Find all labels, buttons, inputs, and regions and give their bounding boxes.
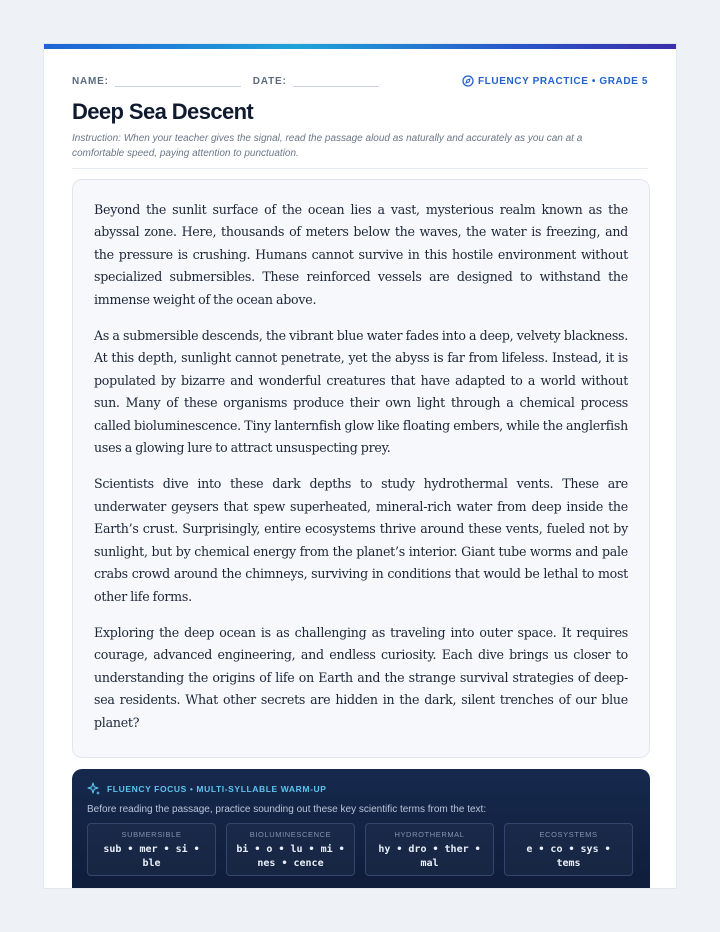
passage-paragraph: Scientists dive into these dark depths to study hydrothermal vents. These are underwater geysers that spew superheated, mineral-rich water from deep inside the Earth’s crust. Surprisingly, entire ecosystems thrive around these vents, fueled not by sunlight, but by chemical energy from the planet’s interior. Giant tube worms and pale crabs crowd around the chimneys, surviving in conditions that would be lethal to most other life forms. [94,476,628,604]
fluency-focus-panel [72,769,650,889]
term-card [226,823,355,876]
name-field [72,76,241,87]
term-label: ECOSYSTEMS [539,830,598,839]
divider [72,168,648,169]
name-label: NAME: [72,75,109,87]
instruction-text: Instruction: When your teacher gives the signal, read the passage aloud as naturally and accurately as you can at a comfortable speed, paying attention to punctuation. [72,133,583,159]
date-label: DATE: [252,75,287,87]
practice-badge [462,75,648,87]
term-label: SUBMERSIBLE [121,830,182,839]
term-syllables: sub • mer • si • ble [103,844,200,869]
date-line [293,76,379,87]
passage-paragraph: Beyond the sunlit surface of the ocean lies a vast, mysterious realm known as the abyssal zone. Here, thousands of meters below the waves, the water is freezing, and the pressure is crushing. Humans cannot survive in this hostile environment without specialized submersibles. These reinforced vessels are designed to withstand the immense weight of the ocean above. [94,202,628,307]
focus-intro: Before reading the passage, practice sounding out these key scientific terms from the text: [87,804,487,815]
term-card [365,823,494,876]
header-row [72,74,648,88]
compass-icon [462,75,474,87]
badge-text: FLUENCY PRACTICE • GRADE 5 [477,75,648,87]
term-syllables: hy • dro • ther • mal [378,844,481,869]
top-accent-bar [44,44,676,49]
focus-heading-text: FLUENCY FOCUS • MULTI-SYLLABLE WARM-UP [107,784,327,794]
term-label: HYDROTHERMAL [394,830,465,839]
term-syllables: e • co • sys • tems [526,844,611,869]
term-cards [87,823,635,876]
focus-heading [87,782,635,796]
term-syllables: bi • o • lu • mi • nes • cence [236,844,345,869]
term-card [87,823,216,876]
date-field [253,76,379,87]
worksheet [43,43,677,889]
term-card [504,823,633,876]
page-title: Deep Sea Descent [72,99,254,124]
passage-paragraph: As a submersible descends, the vibrant blue water fades into a deep, velvety blackness. At this depth, sunlight cannot penetrate, yet the abyss is far from lifeless. Instead, it is populated by bizarre and wonderful creatures that have adapted to a world without sun. Many of these organisms produce their own light through a chemical process called bioluminescence. Tiny lanternfish glow like floating embers, while the anglerfish uses a glowing lure to attract unsuspecting prey. [94,328,628,456]
reading-passage [72,179,650,758]
passage-paragraph: Exploring the deep ocean is as challenging as traveling into outer space. It requires courage, advanced engineering, and endless curiosity. Each dive brings us closer to understanding the origins of life on Earth and the strange survival strategies of deep-sea residents. What other secrets are hidden in the dark, silent trenches of our blue planet? [94,624,628,730]
sparkle-icon [87,782,101,796]
term-label: BIOLUMINESCENCE [249,830,332,839]
name-line [115,76,241,87]
